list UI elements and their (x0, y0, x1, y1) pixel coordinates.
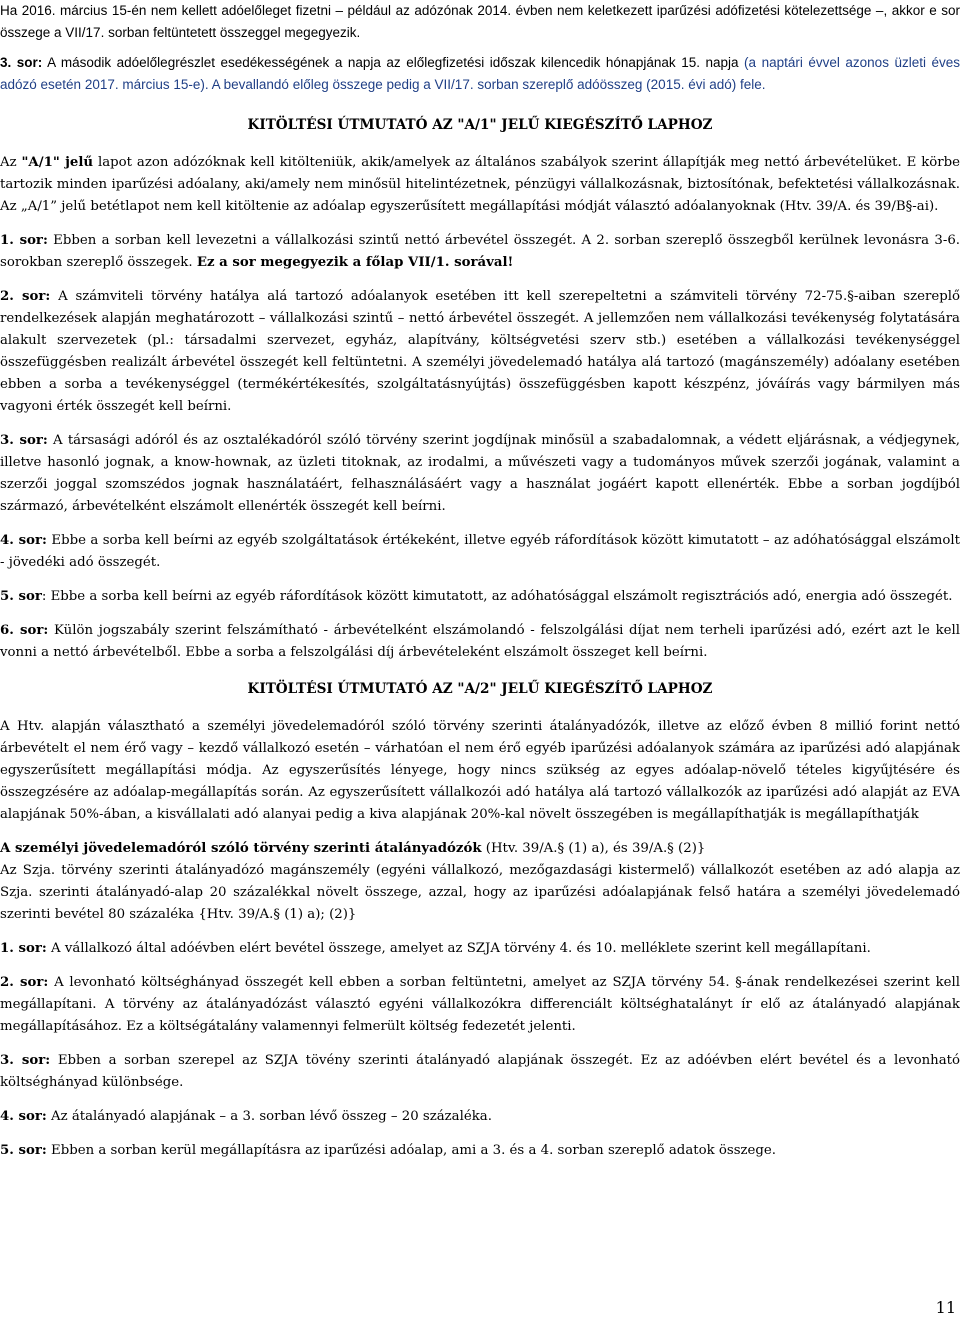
a2-szja-paragraph: Az Szja. törvény szerinti átalányadózó magánszemély (egyéni vállalkozó, mezőgazdasági kistermelő) vállalkozót esetében az adó alapja az Szja. szerinti átalányadó-alap 20 százalékkal növelt összege, azzal, hogy az iparűzési adóalapjának felső határa a személyi jövedelemadó szerinti bevétel 80 százaléka {Htv. 39/A.§ (1) a); (2)} (0, 863, 960, 922)
row-text-highlight: (a naptári évvel azonos üzleti éves adózó esetén 2017. március 15-e). A bevallandó előleg összege pedig a VII/17. sorban szereplő adóösszeg (2015. évi adó) fele. (0, 55, 960, 92)
section-heading-a2: KITÖLTÉSI ÚTMUTATÓ AZ "A/2" JELŰ KIEGÉSZÍTŐ LAPHOZ (247, 681, 713, 697)
a1-row4 (0, 530, 960, 574)
row-label: 3. sor: (0, 433, 48, 448)
row-text: A vállalkozó által adóévben elért bevétel összege, amelyet az SZJA törvény 4. és 10. melléklete szerint kell megállapítani. (46, 941, 871, 956)
row-text: Ebben a sorban kell levezetni a vállalkozási szintű nettó árbevétel összegét. A 2. sorban szereplő összegből kerülnek levonásra 3-6. sorokban szereplő összegek. (0, 233, 960, 270)
row-bold-note: Ez a sor megegyezik a főlap VII/1. sorával! (196, 255, 514, 270)
a2-szja-heading (0, 838, 960, 860)
row-text: Külön jogszabály szerint felszámítható - árbevételként elszámolandó - felszolgálási díjat nem terheli iparűzési adó, ezért azt le kell vonni a nettó árbevételből. Ebbe a sorba a felszolgálási díj árbevételeként elszámolt összeget kell beírni. (0, 623, 960, 660)
row-label: 2. sor: (0, 289, 51, 304)
row-text: : Ebbe a sorba kell beírni az egyéb ráfordítások között kimutatott, az adóhatósággal elszámolt regisztrációs adó, energia adó összegét. (41, 589, 953, 604)
page-number: 11 (935, 1298, 956, 1317)
a1-intro-paragraph (0, 152, 960, 218)
row-label: 4. sor: (0, 533, 47, 548)
a1-row2 (0, 286, 960, 418)
row-text: Ebben a sorban szerepel az SZJA tövény szerinti átalányadó alapjának összegét. Ez az adóévben elért bevétel és a levonható költséghányad különbsége. (0, 1053, 960, 1090)
row-label: 6. sor: (0, 623, 49, 638)
a1-intro-bold: "A/1" jelű (21, 155, 94, 170)
szja-reference: (Htv. 39/A.§ (1) a), és 39/A.§ (2)} (481, 841, 706, 856)
row-text: A számviteli törvény hatálya alá tartozó adóalanyok esetében itt kell szerepeltetni a számviteli törvény 72-75.§-aiban szereplő rendelkezések alapján meghatározott – vállalkozási szintű – nettó árbevétel összegét. A jellemzően nem vállalkozási tevékenység folytatására alakult szervezetek (pl.: társadalmi szervezet, egyház, alapítvány, költségvetési szerv stb.) esetében a vállalkozási tevékenységgel összefüggésben realizált árbevétel összegét kell feltüntetni. A személyi jövedelemadó hatálya alá tartozó (magánszemély) adóalany esetében ebben a sorba a tevékenységgel (termékértékesítés, szolgáltatásnyújtás) összefüggésben kapott készpénz, jóváírás vagy bármilyen más vagyoni érték összegét kell beírni. (0, 289, 960, 414)
row-text: Az átalányadó alapjának – a 3. sorban lévő összeg – 20 százaléka. (46, 1109, 492, 1124)
a2-row5 (0, 1140, 960, 1162)
row-text: Ebben a sorban kerül megállapításra az iparűzési adóalap, ami a 3. és a 4. sorban szereplő adatok összege. (46, 1143, 777, 1158)
intro-line1: Ha 2016. március 15-én nem kellett adóelőleget fizetni – például az adózónak 2014. évben nem keletkezett iparűzési adófizetési kötelezettsége –, akkor e sor összege a VII/17. sorban feltüntetett összeggel megegyezik. (0, 3, 960, 40)
intro-paragraph (0, 0, 960, 44)
row-label: 1. sor: (0, 233, 48, 248)
a2-row3 (0, 1050, 960, 1094)
row-label: 3. sor: (0, 55, 43, 70)
row-text: A második adóelőlegrészlet esedékességének a napja az előlegfizetési időszak kilencedik hónapjának 15. napja (42, 55, 745, 70)
intro-row3-paragraph (0, 52, 960, 96)
row-text: Ebbe a sorba kell beírni az egyéb szolgáltatások értékeként, illetve egyéb ráfordítások között kimutatott – az adóhatósággal elszámolt - jövedéki adó összegét. (0, 533, 960, 570)
row-label: 1. sor: (0, 941, 47, 956)
row-text: A társasági adóról és az osztalékadóról szóló törvény szerint jogdíjnak minősül a szabadalomnak, a védett eljárásnak, a védjegynek, illetve hasonló jognak, a know-hownak, az üzleti titoknak, az irodalmi, a művészeti vagy a tudományos művek szerzői jogának, valamint a szerzői joggal szomszédos jognak használatáért, felhasználásáért vagy a használat jogáért kapott ellenérték. Ebbe a sorban jogdíjból származó, árbevételként elszámolt ellenérték összegét kell beírni. (0, 433, 960, 514)
a2-row2 (0, 972, 960, 1038)
szja-bold-title: A személyi jövedelemadóról szóló törvény szerinti átalányadózók (0, 841, 482, 856)
section-heading-a1: KITÖLTÉSI ÚTMUTATÓ AZ "A/1" JELŰ KIEGÉSZÍTŐ LAPHOZ (247, 117, 713, 133)
a1-intro-text-rest: lapot azon adózóknak kell kitölteniük, akik/amelyek az általános szabályok szerint állapítják meg nettó árbevételüket. E körbe tartozik minden iparűzési adóalany, aki/amely nem minősül hitelintézetnek, pénzügyi vállalkozásnak, biztosítónak, befektetési vállalkozásnak. Az „A/1” jelű betétlapot nem kell kitöltenie az adóalap egyszerűsített megállapítási módját választó adóalanyoknak (Htv. 39/A. és 39/B§-ai). (0, 155, 960, 214)
a1-row6 (0, 620, 960, 664)
a2-intro-paragraph: A Htv. alapján választható a személyi jövedelemadóról szóló törvény szerinti átalányadózók, illetve az előző évben 8 millió forint nettó árbevételt el nem érő vagy – kezdő vállalkozó esetén – várhatóan el nem érő egyéb iparűzési adóalanyok számára az iparűzési adó alapjának egyszerűsített megállapítási módja. Az egyszerűsítés lényege, hogy nincs szükség az egyes adóalap-növelő tételes kigyűjtésére és összegzésére az adóalap-megállapítás során. Az egyszerűsített vállalkozói adó hatálya alá tartozó vállalkozók az iparűzési adó alapját az EVA alapjának 50%-ában, a kisvállalati adó alanyai pedig a kiva alapjának 20%-kal növelt összegében is megállapíthatják is megállapíthatják (0, 719, 960, 822)
a2-row4 (0, 1106, 960, 1128)
row-label: 5. sor: (0, 1143, 47, 1158)
row-label: 2. sor: (0, 975, 49, 990)
row-text: A levonható költséghányad összegét kell ebben a sorban feltüntetni, amelyet az SZJA törvény 54. §-ának rendelkezései szerint kell megállapítani. A törvény az átalányadózást választó egyéni vállalkozókra differenciált költséghatalányt ír elő az átalányadó alapjának megállapításához. Ez a költségátalány valamennyi felmerült költség fedezetét jelenti. (0, 975, 960, 1034)
intro-block (0, 0, 960, 104)
a2-row1 (0, 938, 960, 960)
a1-row3 (0, 430, 960, 518)
row-label: 3. sor: (0, 1053, 51, 1068)
a1-row1 (0, 230, 960, 274)
row-label: 4. sor: (0, 1109, 47, 1124)
main-content (0, 100, 960, 1174)
a1-row5 (0, 586, 960, 608)
a1-intro-text: Az (0, 155, 22, 170)
row-label: 5. sor (0, 589, 42, 604)
